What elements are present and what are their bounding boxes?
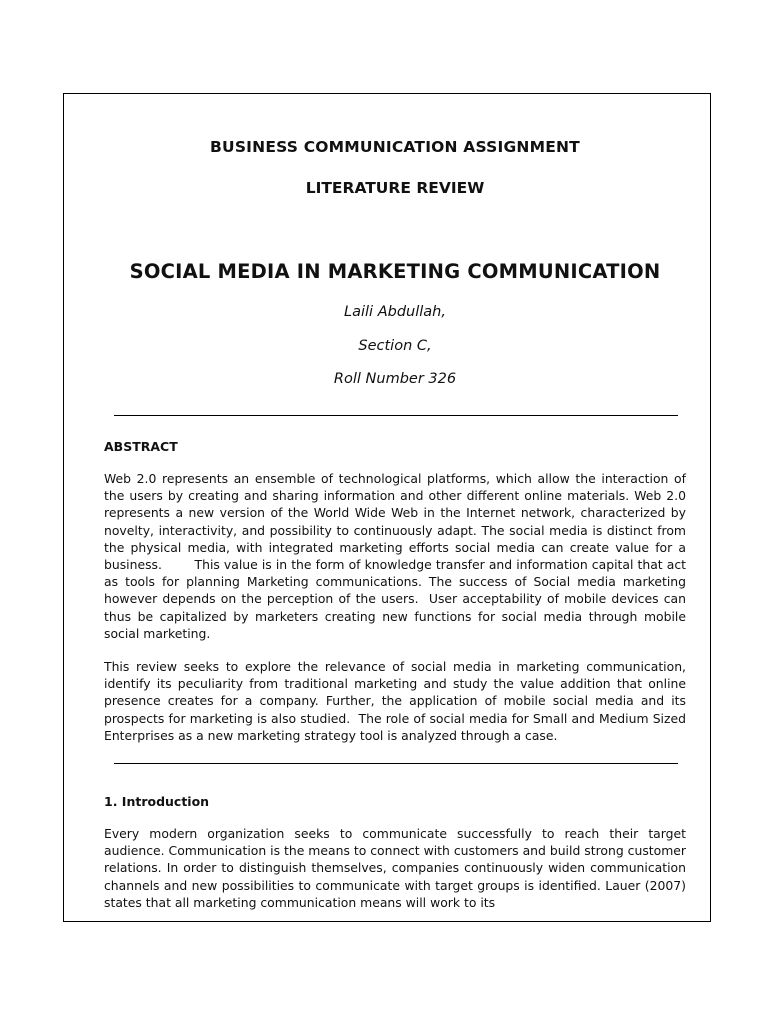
introduction-heading: 1. Introduction: [104, 794, 210, 809]
document-subtitle: LITERATURE REVIEW: [305, 179, 485, 197]
introduction-paragraph: Every modern organization seeks to communicate successfully to reach their target audience. Communication is the means to connect with customers and build strong customer relations. In order to distinguish themselves, companies continuously widen communication channels and new possibilities to communicate with target groups is identified. Lauer (2007) states that all marketing communication means will work to its: [104, 826, 690, 910]
author-section: Section C,: [358, 338, 432, 354]
divider-rule: [114, 415, 678, 416]
document-title: SOCIAL MEDIA IN MARKETING COMMUNICATION: [129, 260, 661, 283]
author-roll-number: Roll Number 326: [333, 371, 457, 387]
author-name: Laili Abdullah,: [344, 304, 446, 320]
divider-rule: [114, 763, 678, 764]
assignment-title: BUSINESS COMMUNICATION ASSIGNMENT: [210, 138, 580, 156]
abstract-heading: ABSTRACT: [104, 439, 178, 454]
document-page: [63, 93, 711, 922]
abstract-paragraph: This review seeks to explore the relevance of social media in marketing communication, identify its peculiarity from traditional marketing and study the value addition that online presence creates for a company. Further, the application of mobile social media and its prospects for marketing is also studied. The role of social media for Small and Medium Sized Enterprises as a new marketing strategy tool is analyzed through a case.: [104, 659, 690, 743]
abstract-paragraph: Web 2.0 represents an ensemble of technological platforms, which allow the interaction of the users by creating and sharing information and other different online materials. Web 2.0 represents a new version of the World Wide Web in the Internet network, characterized by novelty, interactivity, and possibility to continuously adapt. The social media is distinct from the physical media, with integrated marketing efforts social media can create value for a business. This value is in the form of knowledge transfer and information capital that act as tools for planning Marketing communications. The success of Social media marketing however depends on the perception of the users. User acceptability of mobile devices can thus be capitalized by marketers creating new functions for social media through mobile social marketing.: [104, 471, 690, 641]
